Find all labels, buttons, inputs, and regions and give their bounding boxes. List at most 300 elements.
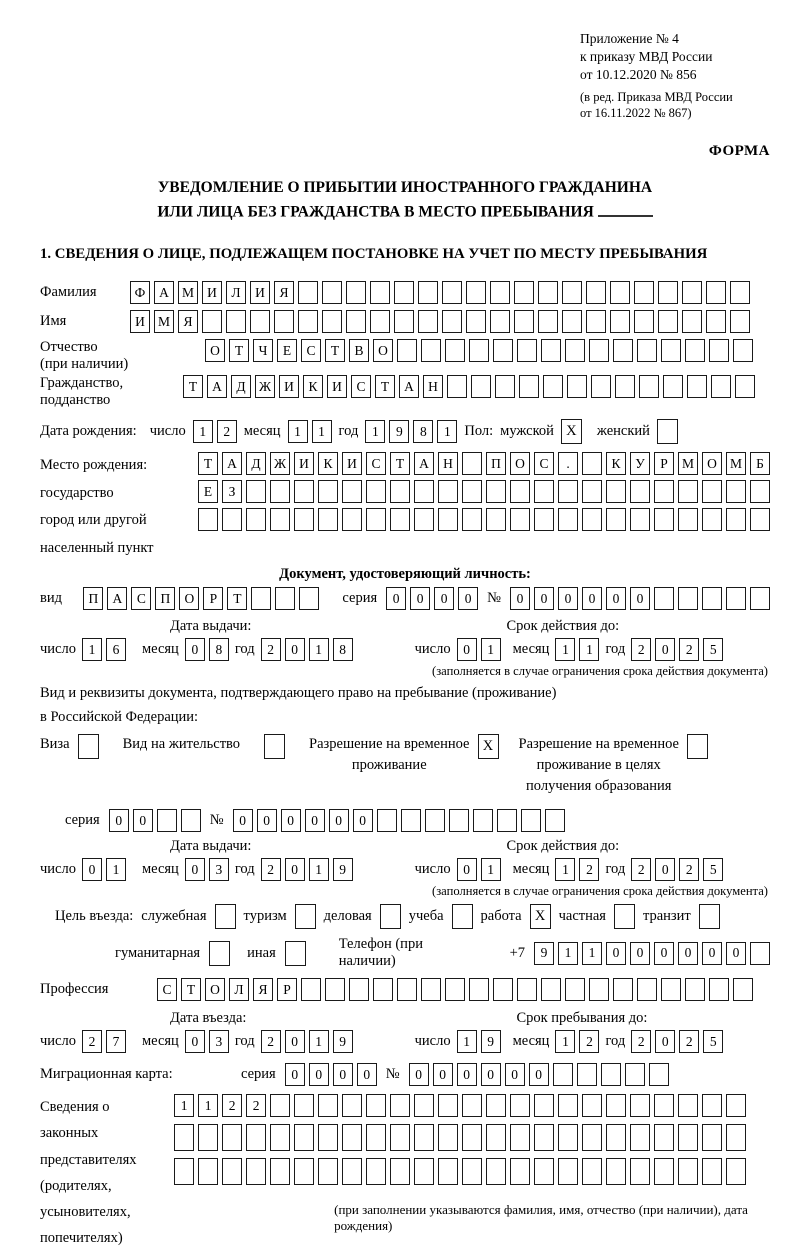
char-cell[interactable] [610,281,630,304]
char-cell[interactable] [541,978,561,1001]
char-cell[interactable] [553,1063,573,1086]
char-cell[interactable]: 1 [288,420,308,443]
char-cell[interactable] [654,508,674,531]
char-cell[interactable] [582,1124,602,1151]
char-cell[interactable] [709,978,729,1001]
char-cell[interactable]: 2 [82,1030,102,1053]
char-cell[interactable]: 3 [209,858,229,881]
char-cell[interactable] [462,480,482,503]
char-cell[interactable] [318,1158,338,1185]
char-cell[interactable] [534,1124,554,1151]
char-cell[interactable]: 8 [413,420,433,443]
char-cell[interactable] [702,1158,722,1185]
char-cell[interactable] [510,1094,530,1117]
char-cell[interactable] [726,508,746,531]
char-cell[interactable] [663,375,683,398]
char-cell[interactable] [750,508,770,531]
char-cell[interactable]: И [202,281,222,304]
char-cell[interactable]: М [726,452,746,475]
temp-residence-edu-checkbox[interactable] [687,734,708,759]
char-cell[interactable]: 0 [458,587,478,610]
char-cell[interactable] [730,281,750,304]
char-cell[interactable] [438,1158,458,1185]
char-cell[interactable] [346,310,366,333]
char-cell[interactable] [442,310,462,333]
char-cell[interactable] [486,480,506,503]
char-cell[interactable] [370,310,390,333]
char-cell[interactable]: Е [198,480,218,503]
char-cell[interactable] [606,508,626,531]
char-cell[interactable]: 0 [333,1063,353,1086]
char-cell[interactable]: В [349,339,369,362]
char-cell[interactable] [251,587,271,610]
char-cell[interactable]: 0 [410,587,430,610]
char-cell[interactable]: 1 [558,942,578,965]
char-cell[interactable] [558,508,578,531]
char-cell[interactable] [466,310,486,333]
char-cell[interactable] [711,375,731,398]
char-cell[interactable] [685,978,705,1001]
char-cell[interactable] [462,1124,482,1151]
char-cell[interactable]: А [154,281,174,304]
char-cell[interactable] [421,978,441,1001]
char-cell[interactable]: Т [229,339,249,362]
char-cell[interactable]: 1 [365,420,385,443]
char-cell[interactable] [606,1158,626,1185]
char-cell[interactable]: 2 [246,1094,266,1117]
char-cell[interactable] [567,375,587,398]
char-cell[interactable] [274,310,294,333]
char-cell[interactable]: 5 [703,638,723,661]
char-cell[interactable] [366,480,386,503]
char-cell[interactable] [222,508,242,531]
char-cell[interactable] [294,1158,314,1185]
char-cell[interactable]: 1 [555,638,575,661]
char-cell[interactable] [519,375,539,398]
char-cell[interactable] [301,978,321,1001]
char-cell[interactable]: К [318,452,338,475]
char-cell[interactable] [630,1158,650,1185]
char-cell[interactable]: Ж [270,452,290,475]
char-cell[interactable] [342,480,362,503]
char-cell[interactable]: 0 [185,1030,205,1053]
char-cell[interactable]: 7 [106,1030,126,1053]
char-cell[interactable] [390,1124,410,1151]
char-cell[interactable] [565,339,585,362]
char-cell[interactable] [521,809,541,832]
purpose-tourism-checkbox[interactable] [295,904,316,929]
char-cell[interactable]: 0 [529,1063,549,1086]
char-cell[interactable] [630,1094,650,1117]
char-cell[interactable]: 0 [457,1063,477,1086]
char-cell[interactable]: С [534,452,554,475]
char-cell[interactable]: 9 [534,942,554,965]
char-cell[interactable] [401,809,421,832]
char-cell[interactable] [414,1158,434,1185]
char-cell[interactable] [678,1158,698,1185]
char-cell[interactable] [562,310,582,333]
char-cell[interactable]: О [205,978,225,1001]
char-cell[interactable]: А [222,452,242,475]
char-cell[interactable]: 0 [185,858,205,881]
char-cell[interactable] [493,339,513,362]
char-cell[interactable] [270,1158,290,1185]
char-cell[interactable] [661,339,681,362]
char-cell[interactable] [510,508,530,531]
char-cell[interactable]: Я [178,310,198,333]
char-cell[interactable]: 2 [631,1030,651,1053]
char-cell[interactable] [649,1063,669,1086]
char-cell[interactable]: Т [227,587,247,610]
char-cell[interactable] [298,281,318,304]
char-cell[interactable] [449,809,469,832]
char-cell[interactable]: 1 [312,420,332,443]
char-cell[interactable]: 0 [285,858,305,881]
char-cell[interactable]: О [179,587,199,610]
purpose-business-checkbox[interactable] [380,904,401,929]
char-cell[interactable] [517,978,537,1001]
char-cell[interactable] [514,281,534,304]
char-cell[interactable]: Т [183,375,203,398]
char-cell[interactable]: Т [375,375,395,398]
char-cell[interactable] [735,375,755,398]
char-cell[interactable] [726,1124,746,1151]
char-cell[interactable] [682,281,702,304]
char-cell[interactable] [702,1094,722,1117]
char-cell[interactable]: П [83,587,103,610]
char-cell[interactable]: 0 [309,1063,329,1086]
char-cell[interactable] [490,310,510,333]
char-cell[interactable] [543,375,563,398]
char-cell[interactable]: 0 [457,858,477,881]
char-cell[interactable] [750,587,770,610]
char-cell[interactable]: Н [438,452,458,475]
char-cell[interactable] [414,1124,434,1151]
char-cell[interactable]: 3 [209,1030,229,1053]
char-cell[interactable] [630,1124,650,1151]
char-cell[interactable]: Ф [130,281,150,304]
char-cell[interactable]: Т [198,452,218,475]
char-cell[interactable]: 2 [222,1094,242,1117]
char-cell[interactable] [222,1124,242,1151]
char-cell[interactable] [418,310,438,333]
char-cell[interactable]: 0 [109,809,129,832]
char-cell[interactable] [181,809,201,832]
char-cell[interactable] [726,1094,746,1117]
char-cell[interactable]: О [373,339,393,362]
char-cell[interactable] [325,978,345,1001]
char-cell[interactable]: 1 [309,1030,329,1053]
char-cell[interactable] [250,310,270,333]
char-cell[interactable] [390,480,410,503]
char-cell[interactable] [414,1094,434,1117]
char-cell[interactable]: С [366,452,386,475]
char-cell[interactable] [373,978,393,1001]
char-cell[interactable]: 1 [437,420,457,443]
char-cell[interactable] [462,452,482,475]
char-cell[interactable] [545,809,565,832]
char-cell[interactable] [630,508,650,531]
char-cell[interactable] [606,480,626,503]
char-cell[interactable] [730,310,750,333]
char-cell[interactable] [726,587,746,610]
char-cell[interactable] [397,339,417,362]
char-cell[interactable]: 0 [133,809,153,832]
char-cell[interactable]: П [486,452,506,475]
char-cell[interactable] [706,281,726,304]
char-cell[interactable]: Л [226,281,246,304]
char-cell[interactable] [510,1158,530,1185]
char-cell[interactable] [565,978,585,1001]
char-cell[interactable]: 0 [82,858,102,881]
char-cell[interactable] [582,480,602,503]
char-cell[interactable] [397,978,417,1001]
char-cell[interactable] [246,508,266,531]
char-cell[interactable]: И [294,452,314,475]
char-cell[interactable] [318,1094,338,1117]
char-cell[interactable] [702,508,722,531]
char-cell[interactable] [486,1124,506,1151]
char-cell[interactable]: А [414,452,434,475]
char-cell[interactable] [275,587,295,610]
char-cell[interactable] [414,480,434,503]
char-cell[interactable] [625,1063,645,1086]
char-cell[interactable]: 0 [655,638,675,661]
char-cell[interactable] [198,1158,218,1185]
char-cell[interactable] [322,310,342,333]
char-cell[interactable]: А [207,375,227,398]
char-cell[interactable] [497,809,517,832]
char-cell[interactable]: 0 [185,638,205,661]
char-cell[interactable] [294,480,314,503]
char-cell[interactable]: 0 [481,1063,501,1086]
char-cell[interactable] [226,310,246,333]
char-cell[interactable] [702,1124,722,1151]
char-cell[interactable]: 0 [281,809,301,832]
char-cell[interactable]: 0 [655,1030,675,1053]
char-cell[interactable] [298,310,318,333]
char-cell[interactable]: С [131,587,151,610]
char-cell[interactable]: 0 [534,587,554,610]
char-cell[interactable]: 0 [457,638,477,661]
char-cell[interactable] [490,281,510,304]
char-cell[interactable]: 0 [630,942,650,965]
char-cell[interactable] [534,1158,554,1185]
char-cell[interactable] [246,480,266,503]
char-cell[interactable]: Я [274,281,294,304]
char-cell[interactable]: 1 [555,858,575,881]
char-cell[interactable]: 0 [678,942,698,965]
char-cell[interactable]: 0 [233,809,253,832]
char-cell[interactable] [558,1124,578,1151]
char-cell[interactable]: И [327,375,347,398]
char-cell[interactable]: Р [277,978,297,1001]
char-cell[interactable] [685,339,705,362]
char-cell[interactable]: 0 [386,587,406,610]
char-cell[interactable]: С [301,339,321,362]
char-cell[interactable] [534,480,554,503]
char-cell[interactable] [471,375,491,398]
char-cell[interactable] [750,480,770,503]
char-cell[interactable]: 9 [389,420,409,443]
char-cell[interactable]: 1 [106,858,126,881]
char-cell[interactable]: К [606,452,626,475]
char-cell[interactable] [682,310,702,333]
char-cell[interactable] [658,281,678,304]
char-cell[interactable]: И [342,452,362,475]
char-cell[interactable] [486,1094,506,1117]
char-cell[interactable] [702,480,722,503]
char-cell[interactable]: Р [654,452,674,475]
char-cell[interactable] [270,1124,290,1151]
char-cell[interactable]: 0 [655,858,675,881]
char-cell[interactable] [562,281,582,304]
char-cell[interactable]: Н [423,375,443,398]
char-cell[interactable]: 1 [309,858,329,881]
char-cell[interactable] [610,310,630,333]
female-checkbox[interactable] [657,419,678,444]
char-cell[interactable] [342,1124,362,1151]
char-cell[interactable] [394,281,414,304]
char-cell[interactable] [294,1124,314,1151]
char-cell[interactable]: П [155,587,175,610]
char-cell[interactable]: Т [181,978,201,1001]
char-cell[interactable] [270,508,290,531]
char-cell[interactable] [342,508,362,531]
char-cell[interactable] [318,1124,338,1151]
char-cell[interactable]: С [157,978,177,1001]
char-cell[interactable]: 9 [481,1030,501,1053]
char-cell[interactable]: А [107,587,127,610]
char-cell[interactable]: О [205,339,225,362]
purpose-study-checkbox[interactable] [452,904,473,929]
char-cell[interactable] [606,1094,626,1117]
char-cell[interactable] [318,508,338,531]
char-cell[interactable] [270,480,290,503]
char-cell[interactable]: 1 [481,638,501,661]
char-cell[interactable]: Д [231,375,251,398]
char-cell[interactable] [418,281,438,304]
char-cell[interactable] [534,1094,554,1117]
char-cell[interactable] [270,1094,290,1117]
char-cell[interactable]: И [250,281,270,304]
char-cell[interactable] [601,1063,621,1086]
char-cell[interactable] [582,1094,602,1117]
char-cell[interactable]: 2 [679,858,699,881]
char-cell[interactable] [366,1094,386,1117]
char-cell[interactable] [582,508,602,531]
char-cell[interactable] [486,508,506,531]
char-cell[interactable] [447,375,467,398]
char-cell[interactable]: Ж [255,375,275,398]
char-cell[interactable] [558,480,578,503]
char-cell[interactable] [246,1158,266,1185]
char-cell[interactable] [322,281,342,304]
char-cell[interactable] [589,339,609,362]
char-cell[interactable] [750,942,770,965]
char-cell[interactable]: 0 [257,809,277,832]
char-cell[interactable] [438,1124,458,1151]
char-cell[interactable] [613,978,633,1001]
char-cell[interactable] [726,1158,746,1185]
char-cell[interactable]: 8 [209,638,229,661]
char-cell[interactable] [493,978,513,1001]
char-cell[interactable] [658,310,678,333]
purpose-work-checkbox[interactable]: X [530,904,551,929]
char-cell[interactable]: З [222,480,242,503]
char-cell[interactable]: О [702,452,722,475]
char-cell[interactable]: 0 [630,587,650,610]
char-cell[interactable]: С [351,375,371,398]
char-cell[interactable]: М [178,281,198,304]
char-cell[interactable] [678,480,698,503]
char-cell[interactable]: 0 [606,942,626,965]
char-cell[interactable] [654,480,674,503]
char-cell[interactable] [473,809,493,832]
char-cell[interactable] [538,310,558,333]
char-cell[interactable]: 2 [579,858,599,881]
char-cell[interactable] [342,1094,362,1117]
char-cell[interactable]: 0 [353,809,373,832]
char-cell[interactable]: А [399,375,419,398]
char-cell[interactable] [342,1158,362,1185]
purpose-private-checkbox[interactable] [614,904,635,929]
char-cell[interactable] [318,480,338,503]
char-cell[interactable] [469,978,489,1001]
char-cell[interactable] [615,375,635,398]
char-cell[interactable]: Д [246,452,266,475]
char-cell[interactable]: И [130,310,150,333]
char-cell[interactable]: 0 [433,1063,453,1086]
char-cell[interactable] [466,281,486,304]
char-cell[interactable] [202,310,222,333]
char-cell[interactable]: 0 [329,809,349,832]
char-cell[interactable]: 2 [261,638,281,661]
char-cell[interactable]: У [630,452,650,475]
char-cell[interactable]: 1 [457,1030,477,1053]
char-cell[interactable] [294,1094,314,1117]
char-cell[interactable] [445,339,465,362]
char-cell[interactable]: 5 [703,858,723,881]
purpose-transit-checkbox[interactable] [699,904,720,929]
char-cell[interactable] [366,1124,386,1151]
char-cell[interactable] [654,1124,674,1151]
char-cell[interactable] [630,480,650,503]
char-cell[interactable]: М [154,310,174,333]
visa-checkbox[interactable] [78,734,99,759]
residence-permit-checkbox[interactable] [264,734,285,759]
char-cell[interactable]: 0 [505,1063,525,1086]
char-cell[interactable]: 0 [558,587,578,610]
char-cell[interactable]: Я [253,978,273,1001]
char-cell[interactable]: 8 [333,638,353,661]
char-cell[interactable] [654,587,674,610]
char-cell[interactable]: Т [390,452,410,475]
purpose-official-checkbox[interactable] [215,904,236,929]
char-cell[interactable] [613,339,633,362]
char-cell[interactable] [462,1094,482,1117]
char-cell[interactable] [582,452,602,475]
char-cell[interactable] [726,480,746,503]
char-cell[interactable] [586,310,606,333]
char-cell[interactable]: 5 [703,1030,723,1053]
char-cell[interactable]: 1 [582,942,602,965]
char-cell[interactable] [438,480,458,503]
char-cell[interactable]: К [303,375,323,398]
char-cell[interactable] [486,1158,506,1185]
char-cell[interactable] [591,375,611,398]
char-cell[interactable]: . [558,452,578,475]
